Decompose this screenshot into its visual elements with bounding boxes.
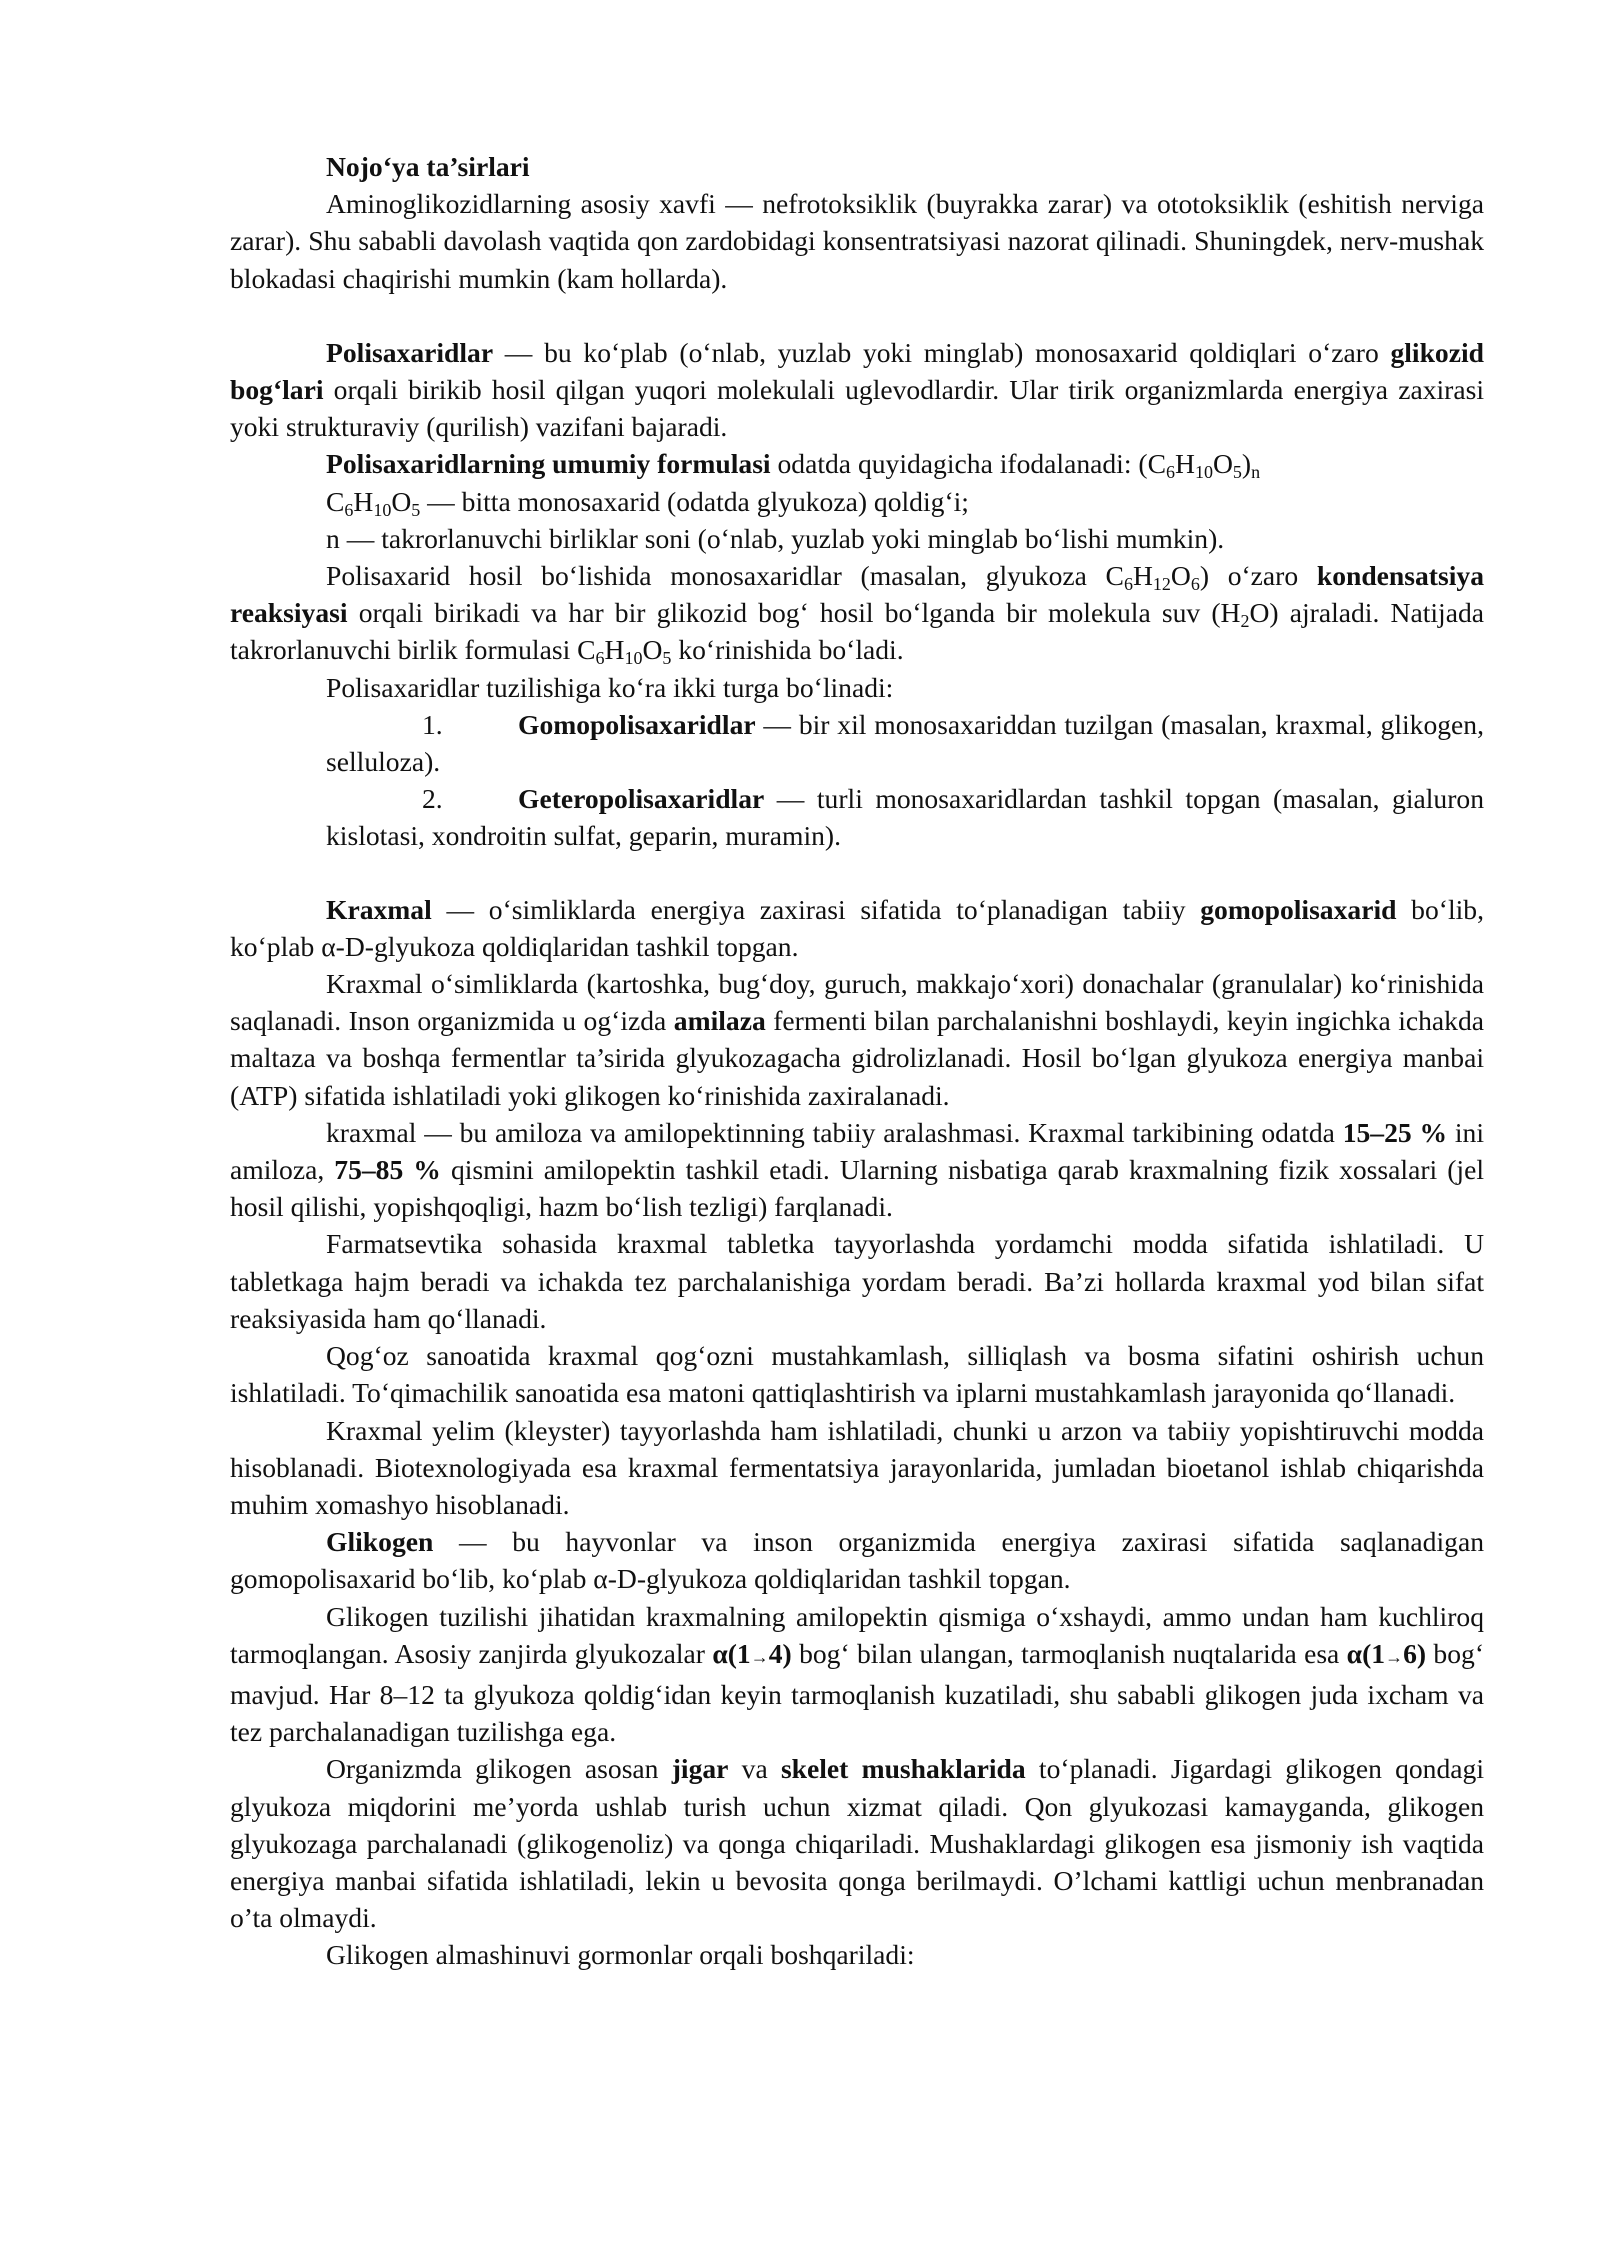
list-number: 1. [422, 708, 443, 740]
paragraph: Organizmda glikogen asosan jigar va skelet mushaklarida to‘planadi. Jigardagi glikogen qondagi glyukoza miqdorini me’yorda ushlab turish uchun xizmat qiladi. Qon glyukozasi kamayganda, glikogen glyukozaga parchalanadi (glikogenoliz) va qonga chiqariladi. Mushaklardagi glikogen esa jismoniy ish vaqtida energiya manbai sifatida ishlatiladi, lekin u bevosita qonga berilmaydi. O’lchami kattligi uchun menbranadan o’ta olmaydi. [230, 1753, 1484, 1934]
formula-paragraph: Polisaxaridlarning umumiy formulasi odatda quyidagicha ifodalanadi: $(C_6H_{10}O_5)_n$ [326, 448, 1261, 483]
paragraph: Farmatsevtika sohasida kraxmal tabletka tayyorlashda yordamchi modda sifatida ishlatiladi. U tabletkaga hajm beradi va ichakda tez parchalanishiga yordam beradi. Ba’zi hollarda kraxmal yod bilan sifat reaksiyasida ham qo‘llanadi. [230, 1228, 1484, 1334]
paragraph: Qog‘oz sanoatida kraxmal qog‘ozni mustahkamlash, silliqlash va bosma sifatini oshirish uchun ishlatiladi. To‘qimachilik sanoatida esa matoni qattiqlashtirish va iplarni mustahkamlash jarayonida qo‘llanadi. [230, 1340, 1484, 1409]
paragraph: kraxmal — bu amiloza va amilopektinning tabiiy aralashmasi. Kraxmal tarkibining odatda 15–25 % ini amiloza, 75–85 % qismini amilopektin tashkil etadi. Ularning nisbatiga qarab kraxmalning fizik xossalari (jel hosil qilishi, yopishqoqligi, hazm bo‘lish tezligi) farqlanadi. [230, 1116, 1484, 1223]
paragraph: Aminoglikozidlarning asosiy xavfi — nefrotoksiklik (buyrakka zarar) va ototoksiklik (eshitish nerviga zarar). Shu sababli davolash vaqtida qon zardobidagi konsentratsiyasi nazorat qilinadi. Shuningdek, nerv-mushak blokadasi chaqirishi mumkin (kam hollarda). [230, 188, 1484, 294]
paragraph: Glikogen — bu hayvonlar va inson organizmida energiya zaxirasi sifatida saqlanadigan gomopolisaxarid bo‘lib, ko‘plab α-D-glyukoza qoldiqlaridan tashkil topgan. [230, 1526, 1484, 1595]
paragraph: Kraxmal o‘simliklarda (kartoshka, bug‘doy, guruch, makkajo‘xori) donachalar (granulalar) ko‘rinishida saqlanadi. Inson organizmida u og‘izda amilaza fermenti bilan parchalanishni boshlaydi, keyin ingichka ichakda maltaza va boshqa fermentlar ta’sirida glyukozagacha gidrolizlanadi. Hosil bo‘lgan glyukoza energiya manbai (ATP) sifatida ishlatiladi yoki glikogen ko‘rinishida zaxiralanadi. [230, 968, 1484, 1111]
section-heading: Nojo‘ya ta’sirlari [326, 151, 530, 182]
paragraph: Polisaxarid hosil bo‘lishida monosaxaridlar (masalan, glyukoza $C_6H_{12}O_6$) o‘zaro kondensatsiya reaksiyasi orqali birikadi va har bir glikozid bog‘ hosil bo‘lganda bir molekula suv $(H_2O)$ ajraladi. Natijada takrorlanuvchi birlik formulasi $C_6H_{10}O_5$ ko‘rinishida bo‘ladi. [230, 560, 1484, 669]
formula-explanation: n — takrorlanuvchi birliklar soni (o‘nlab, yuzlab yoki minglab bo‘lishi mumkin). [326, 522, 1225, 554]
arrow-glyph: → [750, 1646, 769, 1667]
paragraph: Glikogen tuzilishi jihatidan kraxmalning amilopektin qismiga o‘xshaydi, ammo undan ham kuchliroq tarmoqlangan. Asosiy zanjirda glyukozalar α(1→4) bog‘ bilan ulangan, tarmoqlanish nuqtalarida esa α(1→6) bog‘ mavjud. Har 8–12 ta glyukoza qoldig‘idan keyin tarmoqlanish kuzatiladi, shu sababli glikogen juda ixcham va tez parchalanadigan tuzilishga ega. [230, 1600, 1485, 1748]
paragraph: Kraxmal — o‘simliklarda energiya zaxirasi sifatida to‘planadigan tabiiy gomopolisaxarid bo‘lib, ko‘plab α-D-glyukoza qoldiqlaridan tashkil topgan. [230, 893, 1484, 962]
paragraph: Polisaxaridlar — bu ko‘plab (o‘nlab, yuzlab yoki minglab) monosaxarid qoldiqlari o‘zaro glikozid bog‘lari orqali birikib hosil qilgan yuqori molekulali uglevodlardir. Ular tirik organizmlarda energiya zaxirasi yoki strukturaviy (qurilish) vazifani bajaradi. [230, 336, 1484, 443]
formula-explanation: $C_6H_{10}O_5$ — bitta monosaxarid (odatda glyukoza) qoldig‘i; [326, 485, 969, 520]
arrow-glyph: → [1385, 1646, 1404, 1667]
paragraph: Polisaxaridlar tuzilishiga ko‘ra ikki turga bo‘linadi: [326, 671, 894, 703]
list-item: 1. Gomopolisaxaridlar — bir xil monosaxariddan tuzilgan (masalan, kraxmal, glikogen, selluloza). [326, 706, 1484, 780]
document-page [230, 148, 1484, 1974]
paragraph: Glikogen almashinuvi gormonlar orqali boshqariladi: [326, 1939, 915, 1971]
list-number: 2. [422, 783, 443, 815]
list-item: 2. Geteropolisaxaridlar — turli monosaxaridlardan tashkil topgan (masalan, gialuron kislotasi, xondroitin sulfat, geparin, muramin). [326, 780, 1484, 854]
paragraph: Kraxmal yelim (kleyster) tayyorlashda ham ishlatiladi, chunki u arzon va tabiiy yopishtiruvchi modda hisoblanadi. Biotexnologiyada esa kraxmal fermentatsiya jarayonlarida, jumladan bioetanol ishlab chiqarishda muhim xomashyo hisoblanadi. [230, 1414, 1484, 1520]
